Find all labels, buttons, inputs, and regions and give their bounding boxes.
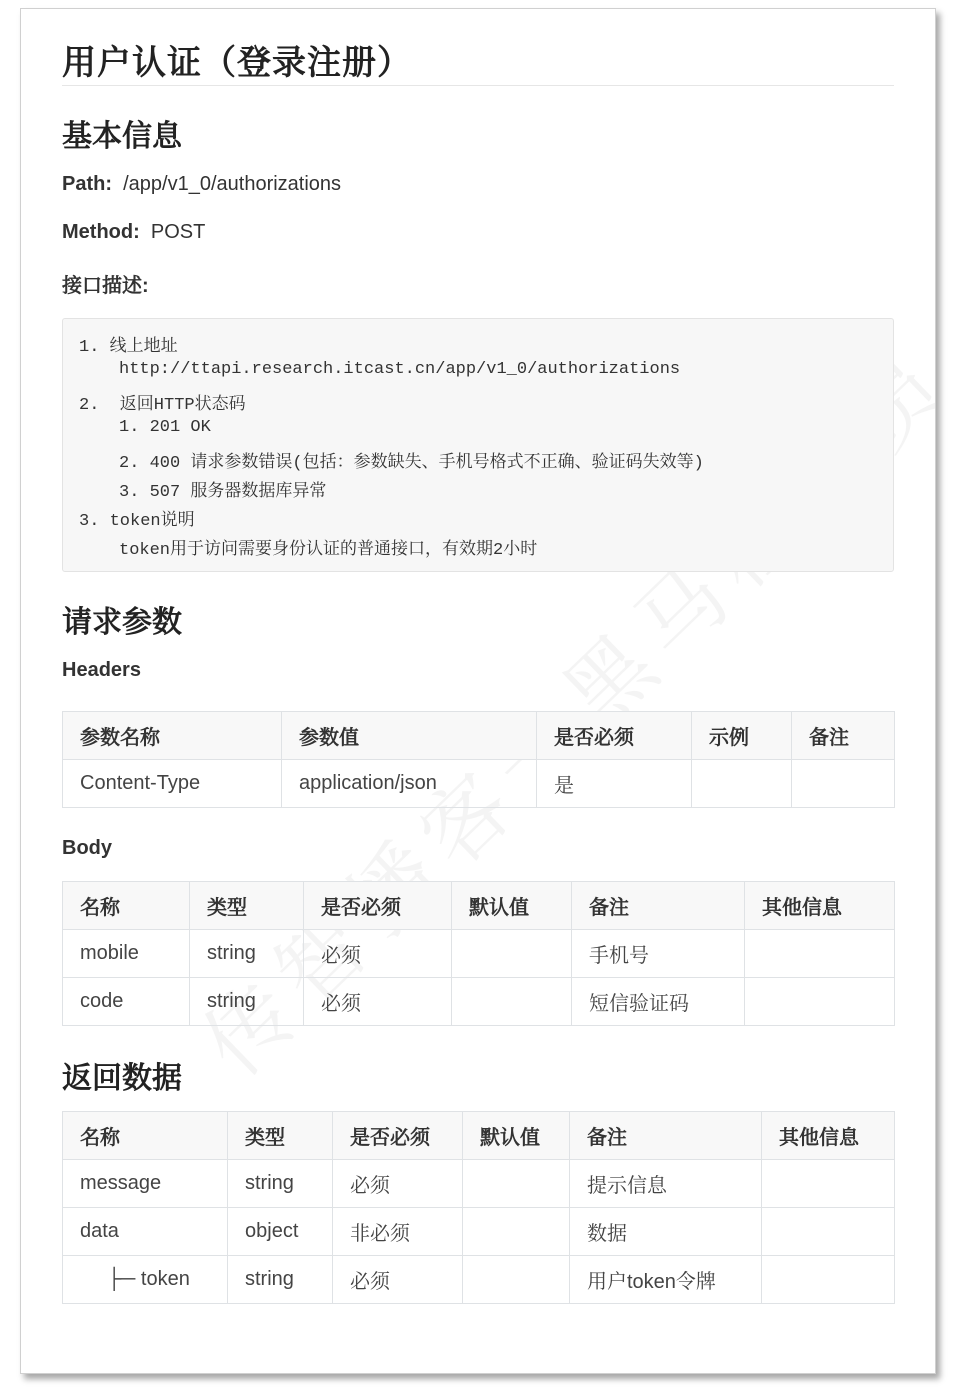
code-line: 1. 线上地址 — [79, 338, 178, 357]
table-row — [63, 1208, 895, 1256]
code-line: 3. 507 服务器数据库异常 — [119, 483, 327, 502]
column-header: 默认值 — [463, 1112, 570, 1160]
table-cell: Content-Type — [63, 760, 282, 808]
table-row — [63, 978, 895, 1026]
table-cell: string — [190, 930, 304, 978]
column-header: 名称 — [63, 882, 190, 930]
document-page — [20, 8, 936, 1374]
table-cell — [463, 1160, 570, 1208]
table-cell — [762, 1208, 895, 1256]
method-line — [62, 221, 205, 244]
table-cell: string — [228, 1160, 333, 1208]
table-cell: string — [190, 978, 304, 1026]
table-cell: message — [63, 1160, 228, 1208]
table-cell: mobile — [63, 930, 190, 978]
column-header: 类型 — [190, 882, 304, 930]
headers-label: Headers — [62, 659, 141, 681]
column-header: 名称 — [63, 1112, 228, 1160]
table-header-row — [63, 1112, 895, 1160]
table-cell: code — [63, 978, 190, 1026]
page-title: 用户认证（登录注册） — [62, 44, 412, 82]
method-value: POST — [150, 221, 206, 243]
table-cell: 用户token令牌 — [570, 1256, 762, 1304]
table-cell: 必须 — [333, 1256, 463, 1304]
table-cell: 是 — [537, 760, 692, 808]
table-row — [63, 930, 895, 978]
table-cell: 必须 — [304, 930, 452, 978]
path-value: /app/v1_0/authorizations — [123, 173, 342, 195]
table-cell: 数据 — [570, 1208, 762, 1256]
title-divider — [62, 85, 894, 86]
column-header: 参数值 — [282, 712, 537, 760]
table-cell: 非必须 — [333, 1208, 463, 1256]
path-label: Path: — [62, 173, 112, 195]
table-cell — [463, 1256, 570, 1304]
column-header: 是否必须 — [333, 1112, 463, 1160]
table-header-row — [63, 882, 895, 930]
request-params-heading: 请求参数 — [62, 606, 182, 639]
code-line: 3. token说明 — [79, 512, 195, 531]
table-cell: data — [63, 1208, 228, 1256]
column-header: 备注 — [572, 882, 745, 930]
response-data-heading: 返回数据 — [62, 1062, 182, 1095]
table-header-row — [63, 712, 895, 760]
column-header: 备注 — [570, 1112, 762, 1160]
body-table — [62, 881, 895, 1026]
path-line — [62, 173, 341, 196]
headers-table — [62, 711, 895, 808]
column-header: 其他信息 — [762, 1112, 895, 1160]
column-header: 是否必须 — [304, 882, 452, 930]
column-header: 备注 — [792, 712, 895, 760]
table-cell — [692, 760, 792, 808]
table-cell — [745, 930, 895, 978]
code-line: token用于访问需要身份认证的普通接口，有效期2小时 — [119, 541, 538, 560]
table-cell: object — [228, 1208, 333, 1256]
table-cell — [463, 1208, 570, 1256]
table-cell: 手机号 — [572, 930, 745, 978]
method-label: Method: — [62, 221, 140, 243]
table-cell — [792, 760, 895, 808]
table-cell: 提示信息 — [570, 1160, 762, 1208]
column-header: 其他信息 — [745, 882, 895, 930]
column-header: 是否必须 — [537, 712, 692, 760]
table-row — [63, 1256, 895, 1304]
code-line: 2. 返回HTTP状态码 — [79, 396, 246, 415]
column-header: 示例 — [692, 712, 792, 760]
table-cell — [762, 1160, 895, 1208]
table-cell: 必须 — [304, 978, 452, 1026]
code-line: http://ttapi.research.itcast.cn/app/v1_0/authorizations — [119, 360, 681, 379]
code-line: 2. 400 请求参数错误(包括：参数缺失、手机号格式不正确、验证码失效等) — [119, 454, 704, 473]
column-header: 类型 — [228, 1112, 333, 1160]
table-cell: string — [228, 1256, 333, 1304]
response-table — [62, 1111, 895, 1304]
description-label: 接口描述: — [62, 275, 149, 297]
body-label: Body — [62, 837, 112, 859]
table-cell — [452, 930, 572, 978]
table-cell: ├─ token — [63, 1256, 228, 1304]
column-header: 参数名称 — [63, 712, 282, 760]
column-header: 默认值 — [452, 882, 572, 930]
code-line: 1. 201 OK — [119, 418, 211, 437]
table-cell: application/json — [282, 760, 537, 808]
description-code-block — [62, 318, 894, 572]
basic-info-heading: 基本信息 — [62, 120, 182, 153]
table-cell — [745, 978, 895, 1026]
table-cell — [452, 978, 572, 1026]
table-cell — [762, 1256, 895, 1304]
table-row — [63, 760, 895, 808]
table-cell: 短信验证码 — [572, 978, 745, 1026]
table-cell: 必须 — [333, 1160, 463, 1208]
table-row — [63, 1160, 895, 1208]
